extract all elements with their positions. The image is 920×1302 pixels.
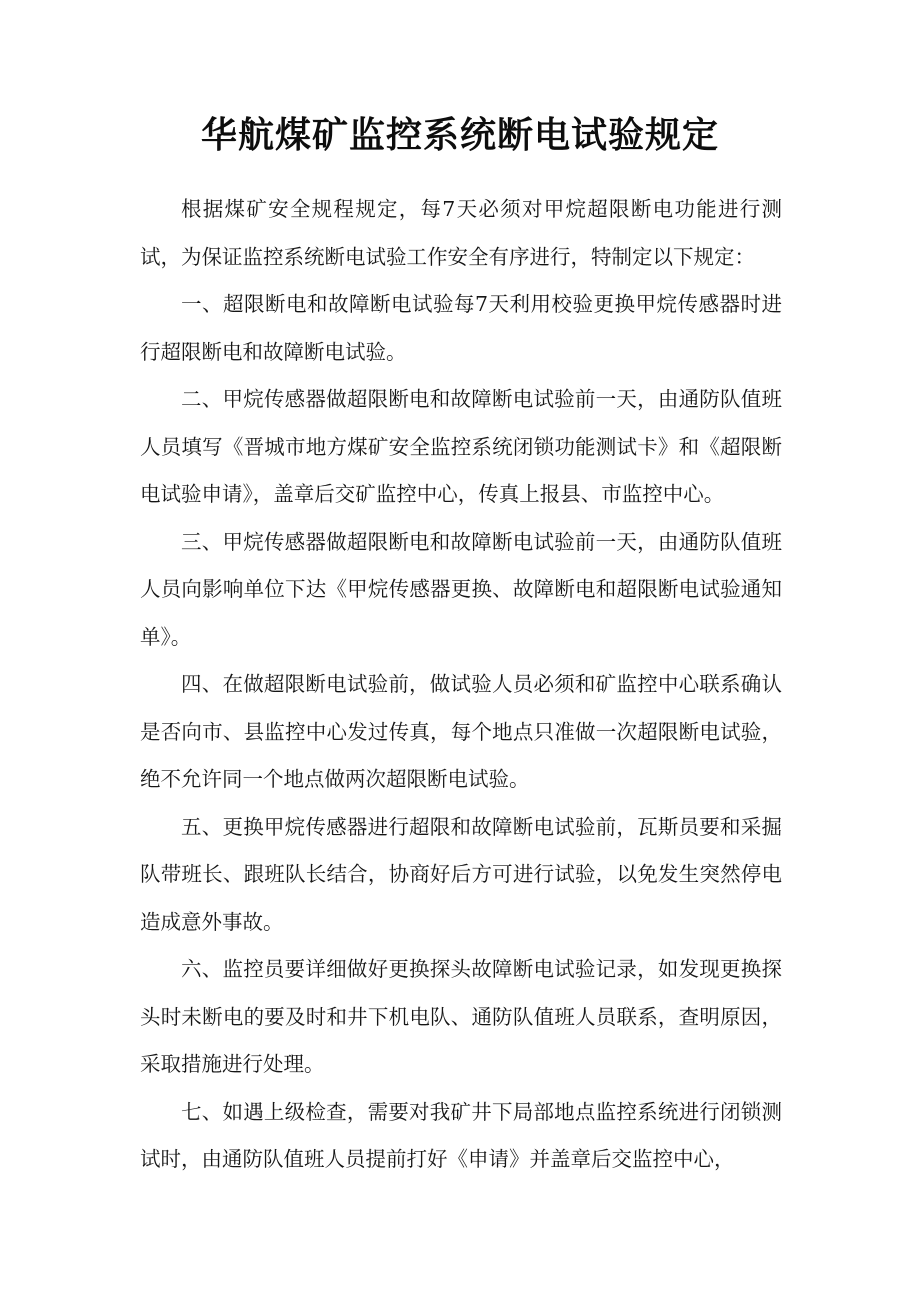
rule-paragraph-2: 二、甲烷传感器做超限断电和故障断电试验前一天，由通防队值班人员填写《晋城市地方煤矿安全监控系统闭锁功能测试卡》和《超限断电试验申请》，盖章后交矿监控中心，传真上报县、市监控中心。: [140, 387, 782, 506]
rule-paragraph-7: 七、如遇上级检查，需要对我矿井下局部地点监控系统进行闭锁测试时，由通防队值班人员提前打好《申请》并盖章后交监控中心，: [140, 1099, 782, 1171]
rule-paragraph-3: 三、甲烷传感器做超限断电和故障断电试验前一天，由通防队值班人员向影响单位下达《甲烷传感器更换、故障断电和超限断电试验通知单》。: [140, 529, 782, 649]
document-body: [140, 186, 782, 1184]
rule-paragraph-1: 一、超限断电和故障断电试验每7天利用校验更换甲烷传感器时进行超限断电和故障断电试验。: [140, 292, 782, 364]
rule-paragraph-6: 六、监控员要详细做好更换探头故障断电试验记录，如发现更换探头时未断电的要及时和井下机电队、通防队值班人员联系，查明原因，采取措施进行处理。: [140, 957, 782, 1076]
rule-paragraph-4: 四、在做超限断电试验前，做试验人员必须和矿监控中心联系确认是否向市、县监控中心发过传真，每个地点只准做一次超限断电试验，绝不允许同一个地点做两次超限断电试验。: [140, 672, 782, 791]
rule-paragraph-5: 五、更换甲烷传感器进行超限和故障断电试验前，瓦斯员要和采掘队带班长、跟班队长结合，协商好后方可进行试验，以免发生突然停电造成意外事故。: [140, 814, 782, 934]
document-title: 华航煤矿监控系统断电试验规定: [200, 115, 719, 156]
intro-paragraph: 根据煤矿安全规程规定，每7天必须对甲烷超限断电功能进行测试，为保证监控系统断电试验工作安全有序进行，特制定以下规定：: [140, 197, 782, 269]
